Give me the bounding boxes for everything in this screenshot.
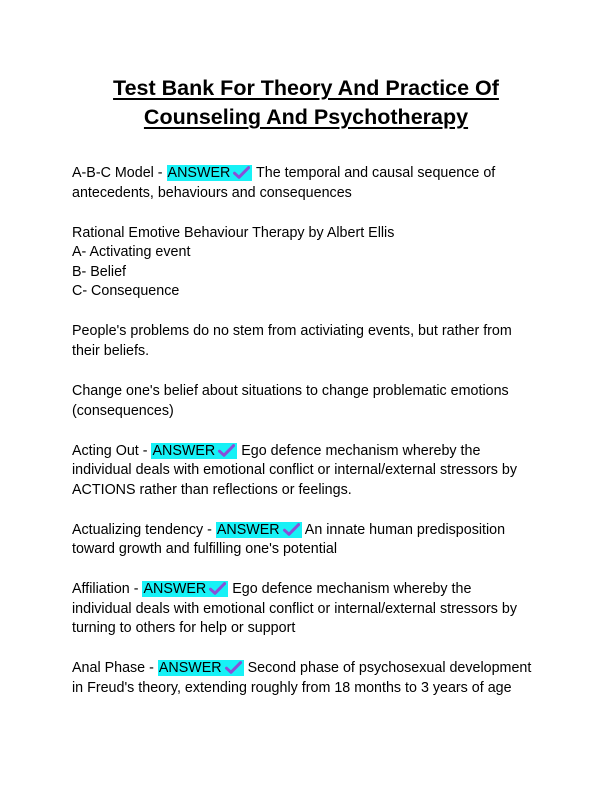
entry-paragraph: [72, 382, 546, 421]
entry-first-line: [72, 659, 546, 679]
entry-paragraph: [72, 659, 546, 698]
answer-highlight: [158, 660, 244, 676]
entry-text-line: in Freud's theory, extending roughly from 18 months to 3 years of age: [72, 680, 512, 697]
entry-definition-start: Second phase of psychosexual development: [243, 660, 532, 677]
entry-text-line: individual deals with emotional conflict or internal/external stressors by: [72, 600, 518, 617]
document-body: [72, 164, 546, 719]
entry-term: Anal Phase -: [72, 660, 158, 677]
answer-highlight: [151, 443, 237, 459]
entry-text-line: toward growth and fulfilling one's potential: [72, 541, 338, 558]
entry-paragraph: [72, 521, 546, 560]
check-icon: [209, 582, 226, 595]
entry-definition-start: An innate human predisposition: [301, 521, 506, 538]
answer-highlight: [142, 581, 228, 597]
entry-term: Acting Out -: [72, 442, 152, 459]
title-line-1: Test Bank For Theory And Practice Of: [113, 76, 499, 100]
entry-first-line: [72, 442, 546, 462]
answer-label: ANSWER: [167, 165, 231, 181]
entry-text-line: Rational Emotive Behaviour Therapy by Albert Ellis: [72, 224, 395, 241]
entry-term: Affiliation -: [72, 581, 143, 598]
check-icon: [218, 444, 235, 457]
entry-text-line: their beliefs.: [72, 342, 150, 359]
entry-text-line: antecedents, behaviours and consequences: [72, 184, 352, 201]
entry-text-line: Change one's belief about situations to change problematic emotions: [72, 382, 509, 399]
check-icon: [225, 661, 242, 674]
entry-paragraph: [72, 224, 546, 302]
check-icon: [283, 523, 300, 536]
answer-label: ANSWER: [143, 581, 207, 598]
entry-definition-start: The temporal and causal sequence of: [252, 165, 496, 181]
entry-paragraph: [72, 580, 546, 639]
answer-highlight: [216, 522, 302, 538]
entry-text-line: B- Belief: [72, 263, 127, 280]
entry-text-line: (consequences): [72, 402, 174, 419]
entry-text-line: C- Consequence: [72, 283, 180, 300]
entry-term: Actualizing tendency -: [72, 521, 216, 538]
entry-term: A-B-C Model -: [72, 165, 167, 181]
entry-first-line: [72, 521, 546, 541]
entry-text-line: People's problems do no stem from activiating events, but rather from: [72, 323, 512, 340]
answer-highlight: [167, 165, 253, 181]
entry-paragraph: [72, 442, 546, 501]
entry-text-line: individual deals with emotional conflict or internal/external stressors by: [72, 462, 518, 479]
entry-text-line: turning to others for help or support: [72, 620, 296, 637]
answer-label: ANSWER: [152, 442, 216, 459]
entry-text-line: A- Activating event: [72, 244, 191, 261]
entry-text-line: ACTIONS rather than reflections or feelings.: [72, 481, 352, 498]
entry-definition-start: Ego defence mechanism whereby the: [237, 442, 481, 459]
title-line-2: Counseling And Psychotherapy: [143, 105, 469, 129]
check-icon: [233, 166, 250, 179]
document-title: [60, 74, 552, 132]
answer-label: ANSWER: [216, 521, 280, 538]
entry-definition-start: Ego defence mechanism whereby the: [228, 581, 472, 598]
answer-label: ANSWER: [158, 660, 222, 677]
entry-first-line: [72, 580, 546, 600]
entry-paragraph: [72, 164, 546, 203]
entry-first-line: [72, 164, 546, 184]
entry-paragraph: [72, 322, 546, 361]
